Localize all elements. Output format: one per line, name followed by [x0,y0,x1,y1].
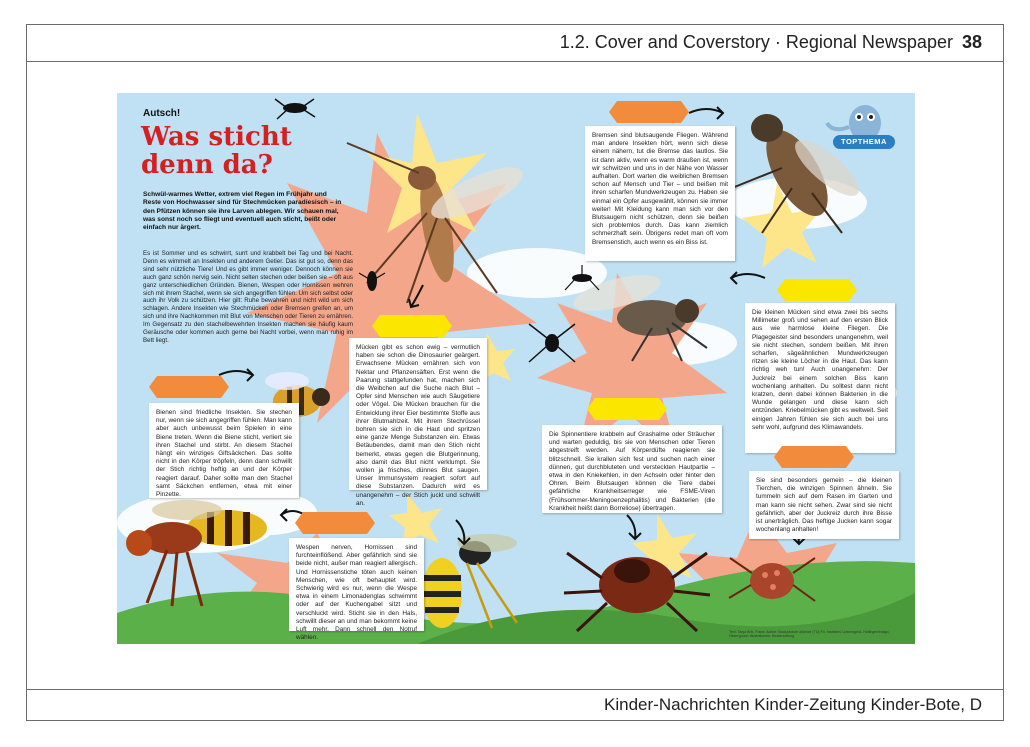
horsefly-illustration [722,98,862,238]
section-title: 1.2. Cover and Coverstory · Regional Newspaper [559,32,953,52]
tick-tag [587,398,667,420]
mite-textbox: Sie sind besonders gemein – die kleinen Tierchen, die winzigen Spinnen ähneln. Sie tummeln sich auf dem Rasen im Garten und man kann sie nicht sehen. Zwar sind sie nicht gefährlich, aber der Juckreiz durch ihre Bisse ist unerträglich. Das heftige Jucken kann sogar wochenlang anhalten! [749,471,899,539]
wasp-textbox: Wespen nerven, Hornissen sind furchteinflößend. Aber gefährlich sind sie beide nicht, außer man reagiert allergisch. Und Hornissenstiche töten auch keinen Menschen, wie oft behauptet wird. Schwierig wird es nur, wenn die Wespe etwa in einem Limonadenglas schwimmt oder auf der Kuchengabel sitzt und verschluckt wird. Sticht sie in den Hals, schwillt dieser an und man bekommt keine Luft mehr. Dann schnell den Notruf wählen. [289,538,424,631]
mosquito-tag [372,315,452,337]
tick-illustration [562,533,712,633]
mosquito-textbox: Mücken gibt es schon ewig – vermutlich haben sie schon die Dinosaurier geärgert. Erwachsene Mücken ernähren sich von Nektar und Pflanzensäften. Erst wenn die Paarung stattgefunden hat, machen sich die Weibchen auf die Suche nach Blut – Opfer sind Menschen wie auch Säugetiere oder Vögel. Die Mücken brauchen für die Entwicklung ihrer Eier bestimmte Stoffe aus ihrer Blutmahlzeit. Mit ihrem Stechrüssel bohren sie sich in die Haut und spritzen eine ganze Menge Substanzen ein. Etwas Betäubendes, damit man den Stich nicht bemerkt, etwas gegen die Blutgerinnung, also damit das Blut nicht verklumpt. Sie wollen ja frisches, dünnes Blut saugen. Unser Immunsystem reagiert sofort auf diese Substanzen. Dadurch wird es unangenehm – der Stich juckt und schwillt an. [349,338,487,490]
intro-paragraph: Es ist Sommer und es schwirrt, surrt und krabbelt bei Tag und bei Nacht. Denn es wimmelt an Insekten und anderem Getier. Das ist gut so, denn das sind sehr nützliche Tiere! Und es gibt immer weniger. Dennoch können sie auch ganz schön nervig sein. Nicht selten stechen oder beißen sie – oft aus ganz unterschiedlichen Gründen. Bienen, Wespen oder Hornissen wehren sich mit ihrem Stachel, wenn sie sich angegriffen fühlen. Um sich selbst oder auch ihr Volk zu schützen. Hier gilt: Ruhe bewahren und nicht wild um sich schlagen. Andere Insekten wie Stechmücken oder Bremsen greifen an, um sich und ihre Nachkommen mit Blut von Menschen oder Tieren zu ernähren. Im Gegensatz zu den stachelbewehrten Insekten machen sie häufig kaum Geräusche oder kommen auch gerne bei Nacht vorbei, wenn man ruhig im Bett liegt. [143,250,354,344]
bee-tag [149,376,229,398]
hornet-illustration [117,488,277,608]
header-title [560,32,982,53]
horsefly-tag [609,101,689,123]
arrow-horsefly-icon [687,103,727,123]
mite-illustration [727,543,817,613]
arrow-mosquito-icon [407,283,427,311]
wasp-tag [295,512,375,534]
source-caption: Kinder-Nachrichten Kinder-Zeitung Kinder-Bote, D [604,695,982,714]
arrow-wasp-icon [452,518,474,548]
fly-small-icon [357,263,387,303]
bee-textbox: Bienen sind friedliche Insekten. Sie stechen nur, wenn sie sich angegriffen fühlen. Man kann aber auch unbewusst beim Spielen in eine Biene treten. Wenn die Biene sticht, verliert sie ihren Stachel und stirbt. An diesem Stachel hängt ein winziges Giftsäckchen. Das sollte nicht in den Körper tröpfeln, denn dann schwillt der Stich richtig heftig an und der Körper reagiert darauf. Daher sollte man den Stachel samt Säckchen entfernen, etwa mit einer Pinzette. [149,403,299,498]
photo-credits: Text: Tanja Brix, Fotos: Adobe Stock/picture alliance (TU) Fo. Insekten/ Unterlage/A. Hollinger/Imago, Hintergrund: Illustrationen: Kinderzeitung [729,630,890,639]
page-number: 38 [961,32,982,52]
ant-icon [269,95,319,121]
mosquito-small-icon [562,263,602,293]
arrow-tick-icon [623,513,645,543]
horsefly-textbox: Bremsen sind blutsaugende Fliegen. Während man andere Insekten hört, wenn sich diese einem nähern, tut die Bremse das lautlos. Sie ist dann aktiv, wenn es warm draußen ist, wenn wir schwitzen und uns in der Nähe von Wasser aufhalten. Dort warten die weiblichen Bremsen schon auf Mensch und Tier – und beißen mit ihren scharfen Mundwerkzeugen zu. Haben sie einmal ein Opfer ausgewählt, können sie immer weiter! Mit Kleidung kann man sich vor den Blutsaugern nicht schützen, denn sie beißen sich problemlos durch. Das kann ziemlich schmerzhaft sein. Übrigens redet man oft vom Bremsenstich, auch wenn es ein Biss ist. [585,126,735,261]
headline: Was sticht denn da? [141,122,292,180]
tick-textbox: Die Spinnentiere krabbeln auf Grashalme oder Sträucher und warten geduldig, bis sie von Menschen oder Tieren abgestreift werden. Auf Körperdüfte reagieren sie blitzschnell. Sie krallen sich fest und suchen nach einer dünnen, gut durchbluteten und versteckten Hautpartie – etwa in den Kniekehlen, in den Achseln oder hinter den Ohren. Beim Blutsaugen können die Tiere dabei gefährliche Krankheitserreger wie FSME-Viren (Frühsommer-Meningoenzephalitis) und Bakterien (die Krankheit heißt dann Borreliose) übertragen. [542,425,722,513]
lead-paragraph: Schwül-warmes Wetter, extrem viel Regen im Frühjahr und Reste von Hochwasser sind für Stechmücken paradiesisch – in den Pfützen können sie ihre Larven ablegen. Wir schauen mal, was sonst noch so fliegt und eventuell auch sticht, beißt oder einfach nur ärgert. [143,191,342,232]
kicker: Autsch! [143,108,181,119]
logo-text: TOPTHEMA [833,135,895,149]
gnat-tag [777,279,857,301]
newspaper-spread [117,93,915,644]
page-header [26,24,1004,62]
mite-tag [774,446,854,468]
gnat-textbox: Die kleinen Mücken sind etwa zwei bis sechs Millimeter groß und sehen auf den ersten Blick aus wie harmlose kleine Fliegen. Die Plagegeister sind besonders unangenehm, weil sie nicht stechen, sondern beißen. Mit ihren scharfen, sägeähnlichen Mundwerkzeugen ritzen sie kleine Löcher in die Haut. Das kann richtig weh tun! Auch unangenehm: Der Juckreiz bei einem solchen Biss kann wochenlang anhalten. Du solltest dann nicht kratzen, denn dabei können Bakterien in die Wunde gelangen und diese kann sich entzünden. Kriebelmücken gibt es weltweit. Seit einigen Jahren fühlen sie sich auch bei uns sehr wohl, aufgrund des Klimawandels. [745,303,895,453]
page-footer [26,689,1004,721]
arrow-gnat-icon [727,268,767,288]
spider-icon [527,318,577,368]
